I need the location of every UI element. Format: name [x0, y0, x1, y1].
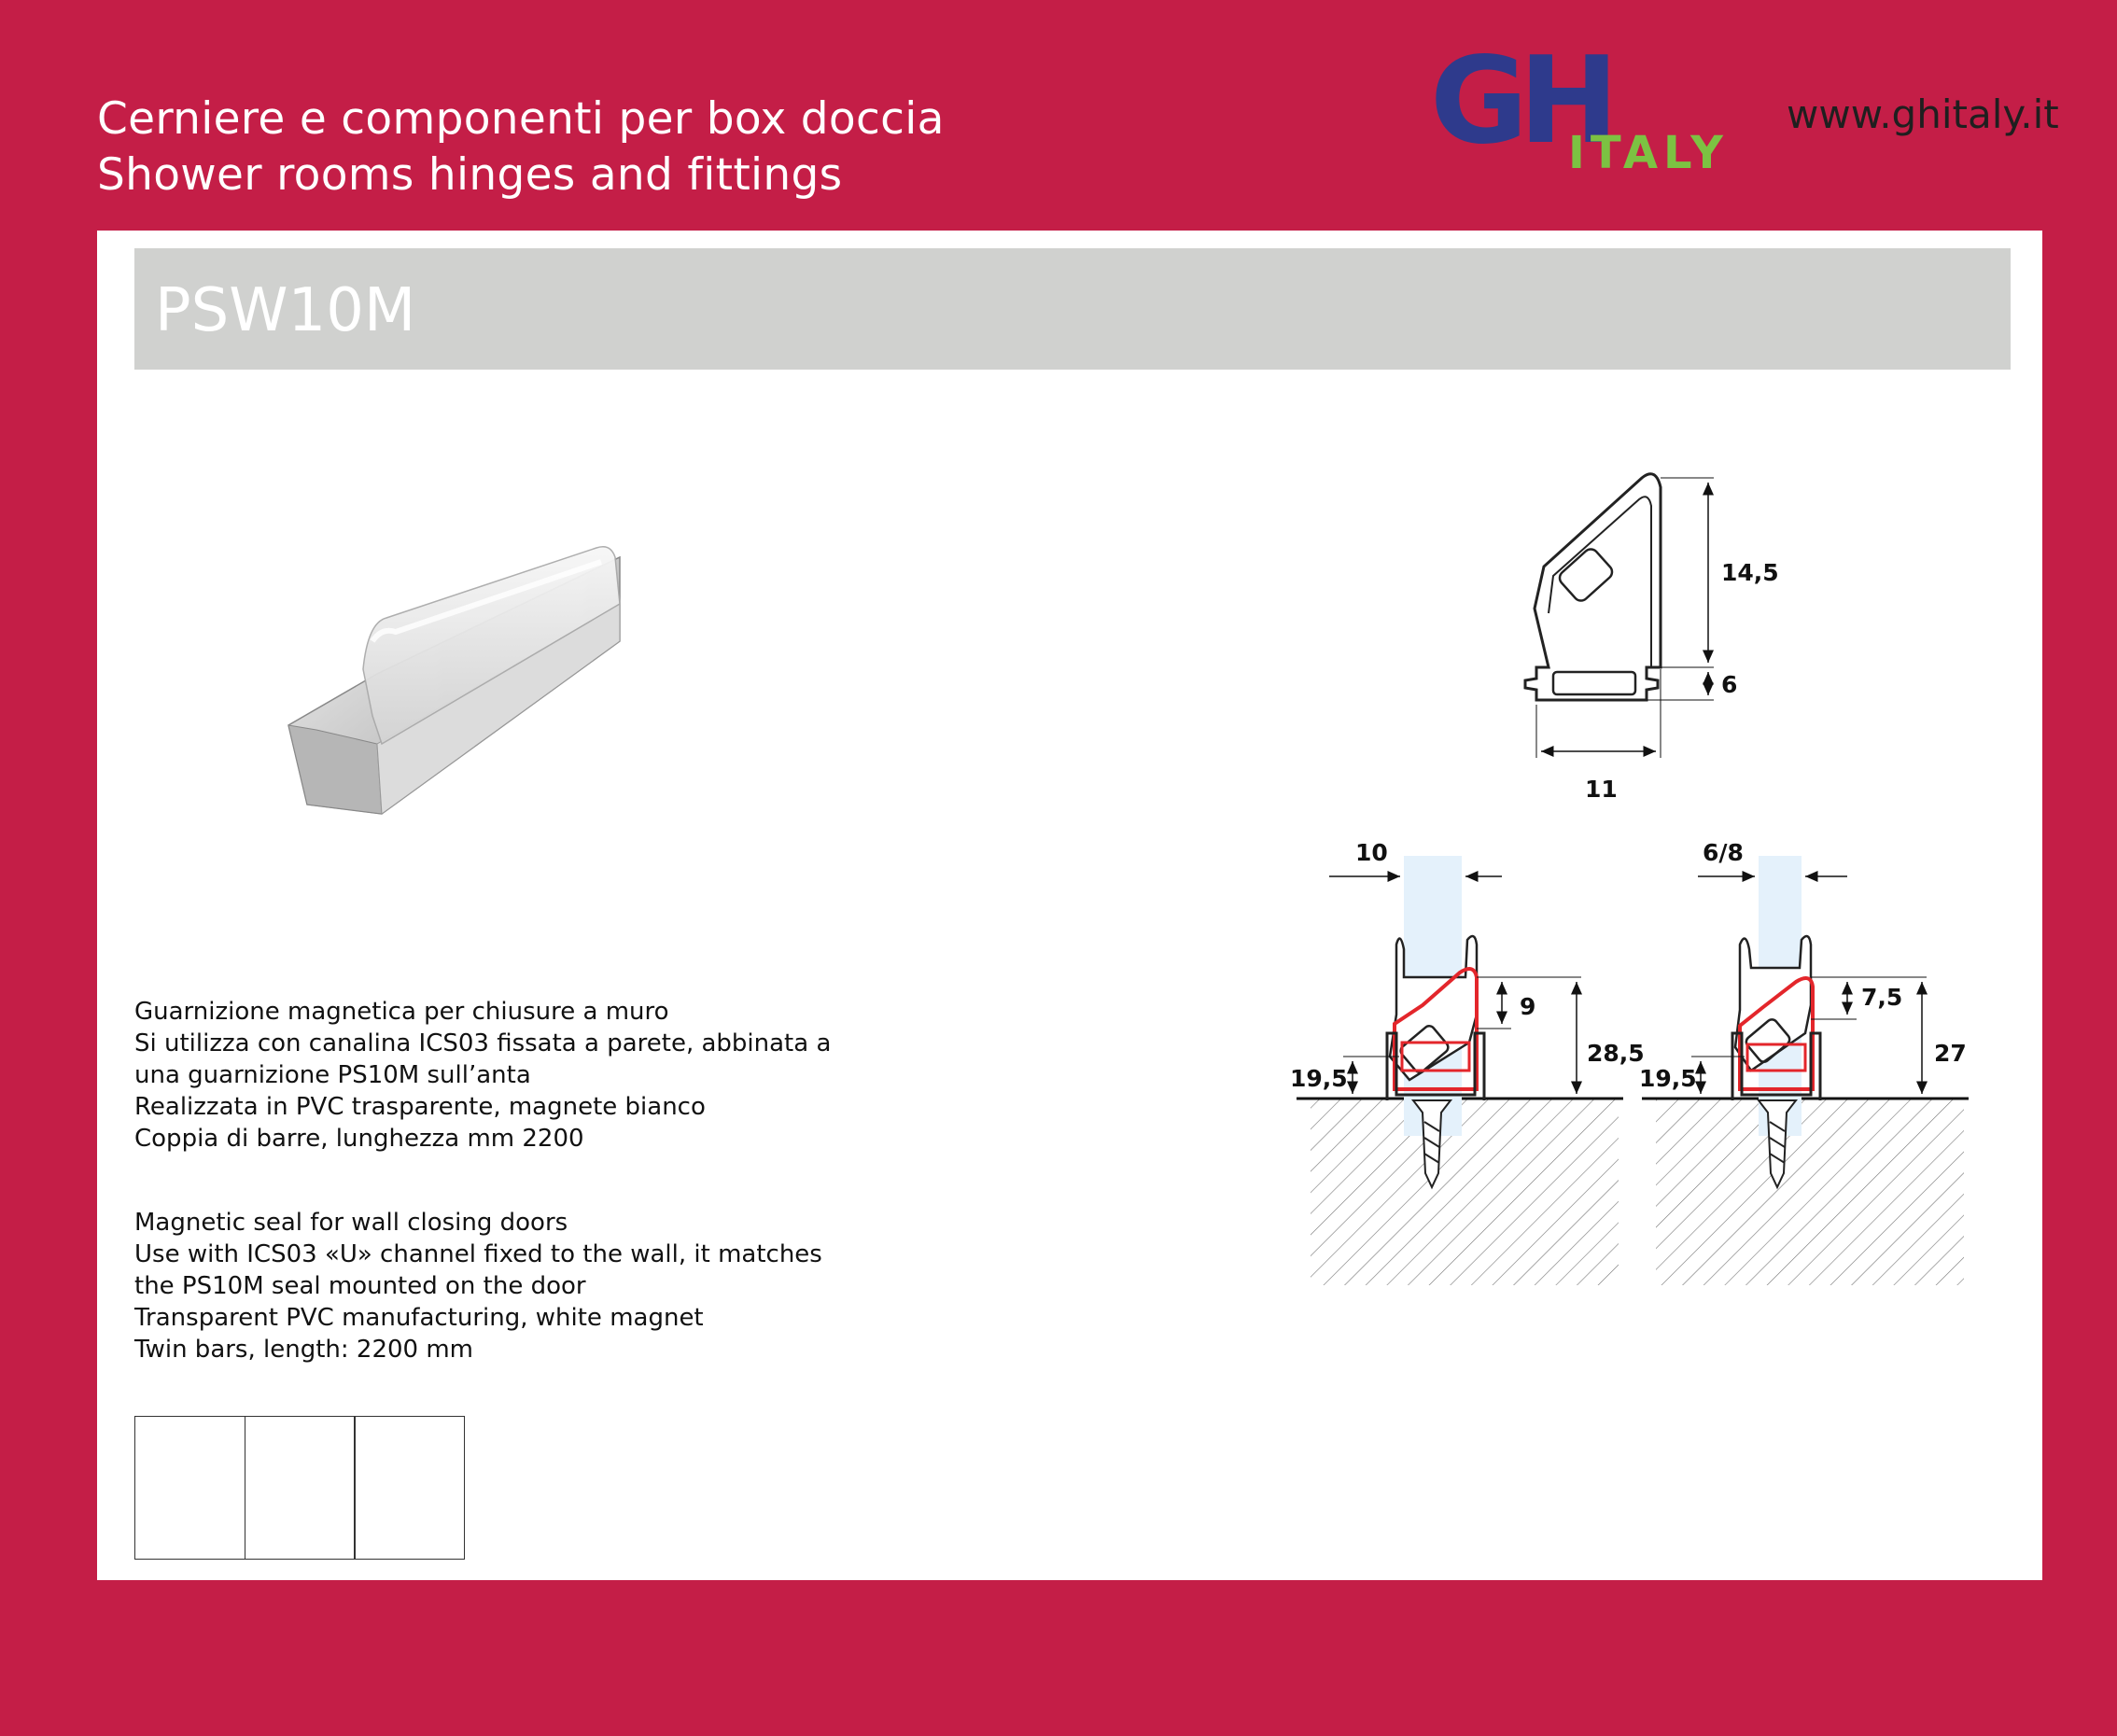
- icon-box: [354, 1416, 465, 1560]
- product-sheet: [97, 231, 2042, 1580]
- dim-total-10: 28,5: [1587, 1040, 1645, 1067]
- desc-en-line: Transparent PVC manufacturing, white magnet: [134, 1304, 704, 1332]
- dim-base-10: 19,5: [1290, 1065, 1348, 1092]
- desc-it-line: Si utilizza con canalina ICS03 fissata a parete, abbinata a: [134, 1029, 832, 1057]
- dim-profile-bottom: 6: [1721, 671, 1738, 698]
- dim-profile-width: 11: [1585, 776, 1618, 803]
- dim-profile-top: 14,5: [1721, 559, 1779, 586]
- dim-base-6-8: 19,5: [1639, 1065, 1697, 1092]
- icon-box: [134, 1416, 245, 1560]
- logo-text-main: GH: [1430, 49, 1610, 171]
- title-bar: [134, 248, 2011, 370]
- header-text-it: Cerniere e componenti per box doccia: [97, 93, 945, 145]
- profile-section: [1525, 474, 1779, 803]
- website-link[interactable]: www.ghitaly.it: [1787, 91, 2059, 137]
- technical-drawing: [1180, 436, 2039, 1556]
- desc-en-line: Use with ICS03 «U» channel fixed to the wall, it matches: [134, 1240, 822, 1268]
- product-code: PSW10M: [155, 276, 416, 345]
- logo-text-sub: ITALY: [1568, 127, 1729, 179]
- desc-it-line: Realizzata in PVC trasparente, magnete bianco: [134, 1093, 706, 1121]
- install-diagram-10: [1290, 839, 1645, 1285]
- description-italian: [134, 996, 974, 1155]
- desc-en-line: the PS10M seal mounted on the door: [134, 1272, 586, 1300]
- product-photo: [279, 436, 802, 828]
- dim-glass-6-8: 6/8: [1703, 839, 1744, 866]
- header-text-en: Shower rooms hinges and fittings: [97, 149, 843, 201]
- desc-en-line: Twin bars, length: 2200 mm: [134, 1336, 473, 1364]
- install-diagram-6-8: [1639, 839, 1969, 1285]
- desc-it-line: una guarnizione PS10M sull’anta: [134, 1061, 531, 1089]
- icon-box: [245, 1416, 356, 1560]
- dim-gap-10: 9: [1520, 993, 1536, 1020]
- desc-it-line: Guarnizione magnetica per chiusure a muro: [134, 998, 669, 1026]
- dim-gap-6-8: 7,5: [1861, 984, 1903, 1011]
- dim-glass-10: 10: [1355, 839, 1388, 866]
- dim-total-6-8: 27: [1934, 1040, 1967, 1067]
- gh-italy-logo: [1428, 49, 1774, 179]
- description-english: [134, 1207, 974, 1365]
- desc-it-line: Coppia di barre, lunghezza mm 2200: [134, 1125, 584, 1153]
- desc-en-line: Magnetic seal for wall closing doors: [134, 1209, 568, 1237]
- icon-boxes: [134, 1416, 464, 1560]
